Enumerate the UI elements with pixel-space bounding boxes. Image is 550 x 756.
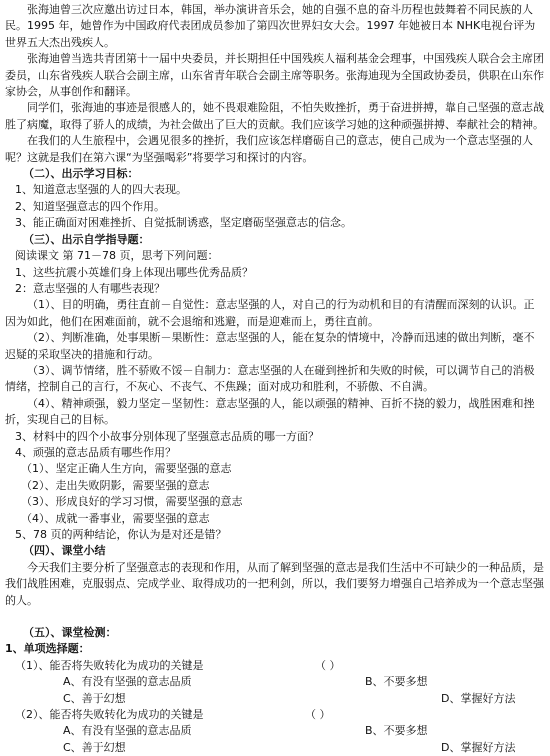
role-item: （2）、走出失败阴影，需要坚强的意志 [21, 478, 210, 492]
test-question-2 [5, 707, 544, 723]
paragraph-intro-2: 张海迪曾当选共青团第十一届中央委员，并长期担任中国残疾人福利基金会理事，中国残疾人联合会主席团委员，山东省残疾人联合会副主席，山东省青年联合会副主席等职务。张海迪现为全国政协委员，供职在山东作家协会，从事创作和翻译。 [5, 52, 544, 99]
question-5: 5、78 页的两种结论，你认为是对还是错？ [15, 528, 227, 541]
question-1: 1、这些抗震小英雄们身上体现出哪些优秀品质？ [15, 265, 253, 279]
section-heading-goals: （二）、出示学习目标： [23, 167, 139, 181]
option-c[interactable]: C、善于幻想 [63, 691, 126, 705]
section-heading-test: （五）、课堂检测： [23, 626, 117, 640]
goal-item: 1、知道意志坚强的人的四大表现。 [15, 183, 187, 197]
option-a[interactable]: A、有没有坚强的意志品质 [63, 724, 192, 738]
goal-item: 3、能正确面对困难挫折、自觉抵制诱惑，坚定磨砺坚强意志的信念。 [15, 216, 352, 230]
test-question-1 [5, 658, 544, 674]
trait-item: （4）、精神顽强，毅力坚定－坚韧性：意志坚强的人，能以顽强的精神、百折不挠的毅力，战胜困难和挫折，实现自己的目标。 [5, 396, 535, 427]
question-3: 3、材料中的四个小故事分别体现了坚强意志品质的哪一方面？ [15, 429, 319, 443]
trait-item: （3）、调节情绪，胜不骄败不馁－自制力：意志坚强的人在碰到挫折和失败的时候，可以调节自己的消极情绪，控制自己的言行，不灰心、不丧气、不焦躁；面对成功和胜利，不骄傲、不自满。 [5, 363, 535, 394]
trait-item: （2）、判断准确，处事果断－果断性：意志坚强的人，能在复杂的情境中，冷静而迅速的做出判断，毫不迟疑的采取坚决的措施和行动。 [5, 331, 535, 361]
section-heading-guidance: （三）、出示自学指导题： [23, 232, 150, 246]
summary-text: 今天我们主要分析了坚强意志的表现和作用，从而了解到坚强的意志是我们生活中不可缺少的一种品质，是我们战胜困难，克服弱点、完成学业、取得成功的一把利剑，所以，我们要努力增强自己培养成为一个意志坚强的人。 [5, 560, 544, 607]
role-item: （1）、坚定正确人生方向，需要坚强的意志 [21, 462, 232, 476]
option-b[interactable]: B、不要多想 [365, 675, 428, 689]
role-item: （4）、成就一番事业，需要坚强的意志 [21, 511, 210, 525]
goal-item: 2、知道坚强意志的四个作用。 [15, 199, 165, 213]
answer-blank[interactable]: （ ） [305, 708, 331, 722]
option-a[interactable]: A、有没有坚强的意志品质 [63, 675, 192, 689]
paragraph-intro-3: 同学们，张海迪的事迹是很感人的，她不畏艰难险阻，不怕失败挫折，勇于奋进拼搏，靠自己坚强的意志战胜了病魔，取得了骄人的成绩，为社会做出了巨大的贡献。我们应该学习她的这种顽强拼搏、奉献社会的精神。 [5, 101, 544, 131]
section-heading-summary: （四）、课堂小结 [23, 544, 106, 558]
option-d[interactable]: D、掌握好方法 [441, 740, 516, 754]
question-stem: （2）、能否将失败转化为成功的关键是 [15, 708, 204, 722]
trait-item: （1）、目的明确，勇往直前－自觉性：意志坚强的人，对自己的行为动机和目的有清醒而深刻的认识。正因为如此，他们在困难面前，就不会退缩和逃避，而是迎难而上，勇往直前。 [5, 298, 535, 328]
options-row [5, 740, 544, 756]
answer-blank[interactable]: （ ） [315, 658, 341, 672]
options-row [5, 723, 544, 739]
question-4: 4、顽强的意志品质有哪些作用？ [15, 445, 176, 459]
reading-instruction: 阅读课文 第 71－78 页，思考下列问题： [15, 249, 219, 263]
options-row [5, 674, 544, 690]
paragraph-intro-1: 张海迪曾三次应邀出访过日本，韩国，举办演讲音乐会，她的自强不息的奋斗历程也鼓舞着不同民族的人民。1995 年，她曾作为中国政府代表团成员参加了第四次世界妇女大会。1997 年她被日本 NHK电视台评为世界五大杰出残疾人。 [5, 3, 536, 49]
question-2: 2：意志坚强的人有哪些表现？ [15, 281, 165, 295]
option-d[interactable]: D、掌握好方法 [441, 691, 516, 705]
option-b[interactable]: B、不要多想 [365, 724, 428, 738]
paragraph-intro-4: 在我们的人生旅程中，会遇见很多的挫折，我们应该怎样磨砺自己的意志，使自己成为一个意志坚强的人呢？这就是我们在第六课“为坚强喝彩”将要学习和探讨的内容。 [5, 134, 533, 164]
role-item: （3）、形成良好的学习习惯，需要坚强的意志 [21, 495, 243, 509]
question-stem: （1）、能否将失败转化为成功的关键是 [15, 658, 204, 672]
option-c[interactable]: C、善于幻想 [63, 740, 126, 754]
spacer [5, 609, 544, 625]
options-row [5, 691, 544, 707]
test-subheading: 1、单项选择题： [5, 642, 90, 656]
